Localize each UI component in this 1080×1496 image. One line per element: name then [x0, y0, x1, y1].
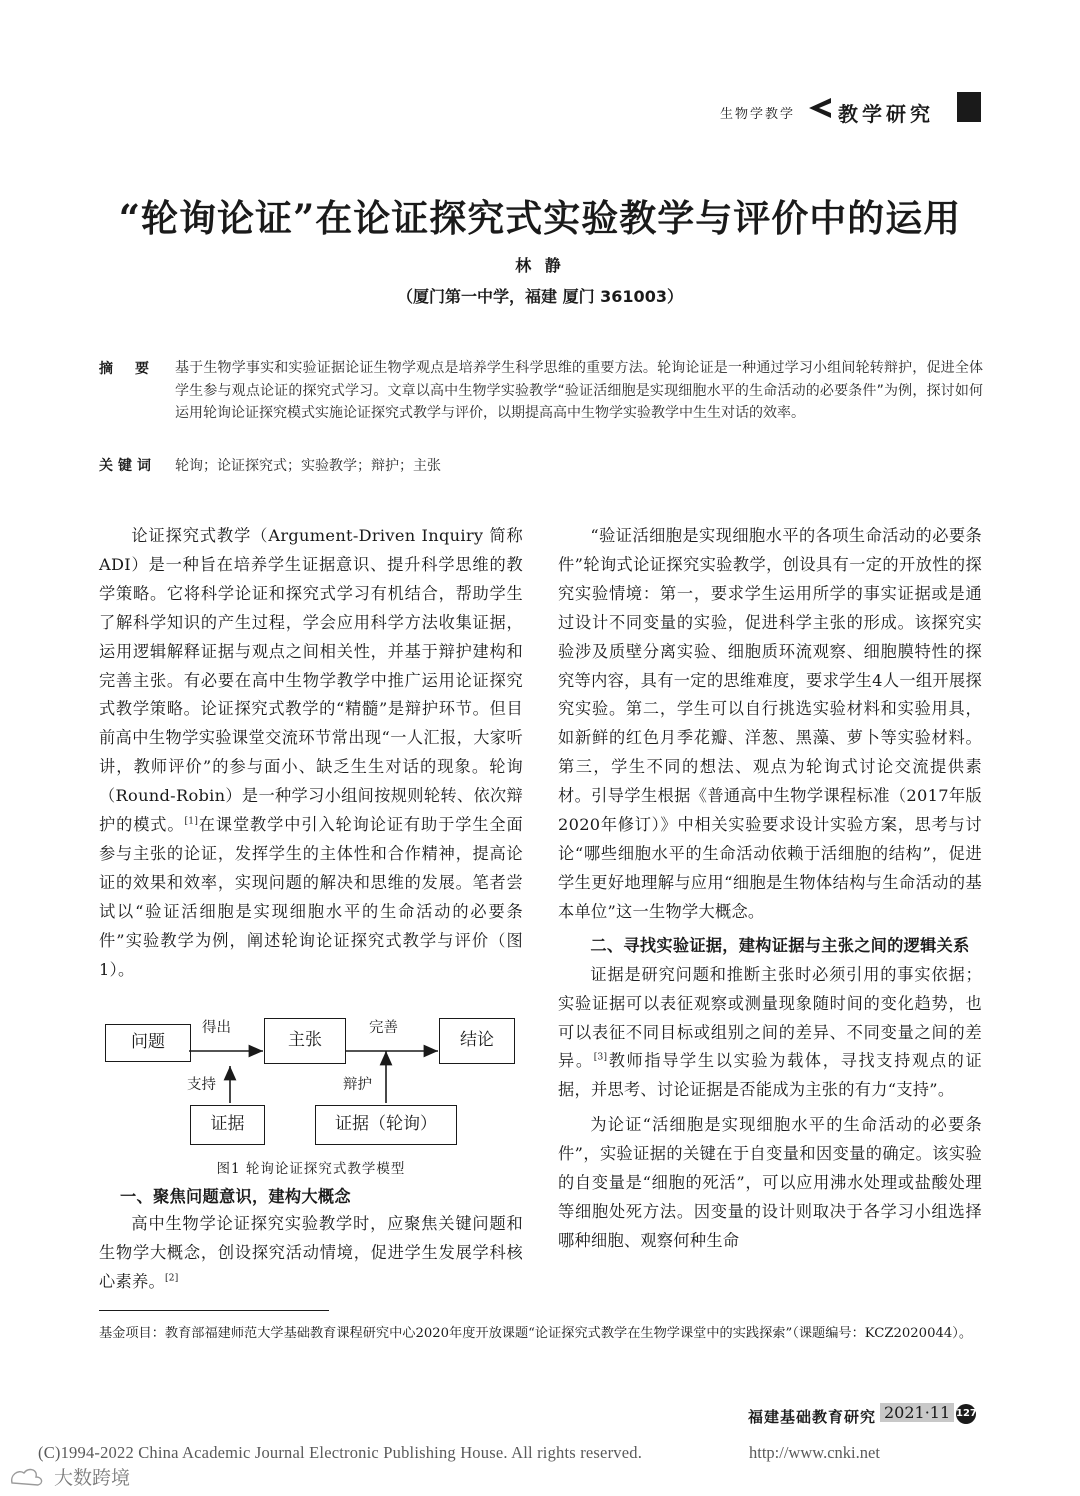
- label-support: 支持: [187, 1077, 216, 1093]
- section-1-heading: 一、聚焦问题意识，建构大概念: [120, 1187, 351, 1206]
- page-number: 127: [956, 1404, 976, 1424]
- keywords-text: 轮询；论证探究式；实验教学；辩护；主张: [175, 458, 441, 474]
- section-1-paragraph: [99, 1210, 523, 1297]
- citation-ref: [1]: [184, 816, 199, 827]
- section-1-body: [99, 1210, 523, 1297]
- article-title: “轮询论证”在论证探究式实验教学与评价中的运用: [118, 196, 962, 240]
- article-author: 林 静: [515, 256, 565, 275]
- figure-1-diagram: [99, 1010, 523, 1150]
- abstract-label: 摘要: [99, 361, 171, 377]
- box-evidence-round-robin: 证据（轮询）: [315, 1105, 457, 1145]
- box-evidence: 证据: [190, 1105, 265, 1145]
- citation-ref: [3]: [593, 1053, 608, 1064]
- watermark-text: 大数跨境: [54, 1467, 131, 1489]
- section-1-text: 高中生物学论证探究实验教学时，应聚焦关键问题和生物学大概念，创设探究活动情境，促进学生发展学科核心素养。: [99, 1214, 523, 1291]
- box-problem: 问题: [105, 1024, 191, 1062]
- abstract-text: 基于生物学事实和实验证据论证生物学观点是培养学生科学思维的重要方法。轮询论证是一种通过学习小组间轮转辩护，促进全体学生参与观点论证的探究式学习。文章以高中生物学实验教学“验证活细胞是实现细胞水平的生命活动的必要条件”为例，探讨如何运用轮询论证探究模式实施论证探究式教学与评价，以期提高高中生物学实验教学中生生对话的效率。: [175, 360, 983, 422]
- box-conclusion: 结论: [439, 1018, 515, 1064]
- intro-text-b: 在课堂教学中引入轮询论证有助于学生全面参与主张的论证，发挥学生的主体性和合作精神，提高论证的效果和效率，实现问题的解决和思维的发展。笔者尝试以“验证活细胞是实现细胞水平的生命活动的必要条件”实验教学为例，阐述轮询论证探究式教学与评价（图1）。: [99, 815, 524, 979]
- right-paragraph-2: [558, 961, 982, 1106]
- watermark-logo-icon: [8, 1465, 52, 1487]
- column-title: 教学研究: [838, 102, 934, 126]
- left-column: [99, 522, 523, 985]
- chevron-left-icon: [805, 96, 833, 120]
- footer-issue: 2021·11: [880, 1403, 954, 1422]
- label-defend: 辩护: [343, 1077, 372, 1093]
- keywords-label: 关键词: [99, 458, 156, 474]
- intro-paragraph: [99, 522, 523, 985]
- right-paragraph-1: “验证活细胞是实现细胞水平的各项生命活动的必要条件”轮询式论证探究实验教学，创设具有一定的开放性的探究实验情境：第一，要求学生运用所学的事实证据或是通过设计不同变量的实验，促进科学主张的形成。该探究实验涉及质壁分离实验、细胞质环流观察、细胞膜特性的探究等内容，具有一定的思维难度，要求学生4人一组开展探究实验。第二，学生可以自行挑选实验材料和实验用具，如新鲜的红色月季花瓣、洋葱、黑藻、萝卜等实验材料。第三，学生不同的想法、观点为轮询式讨论交流提供素材。引导学生根据《普通高中生物学课程标准（2017年版2020年修订）》中相关实验要求设计实验方案，思考与讨论“哪些细胞水平的生命活动依赖于活细胞的结构”，促进学生更好地理解与应用“细胞是生物体结构与生命活动的基本单位”这一生物学大概念。: [558, 526, 982, 921]
- article-affiliation: （厦门第一中学，福建 厦门 361003）: [397, 287, 683, 306]
- footnote-divider: [99, 1310, 329, 1311]
- cnki-link[interactable]: http://www.cnki.net: [749, 1443, 880, 1462]
- citation-ref: [2]: [164, 1273, 179, 1284]
- label-derive: 得出: [202, 1020, 231, 1036]
- funding-footnote: 基金项目：教育部福建师范大学基础教育课程研究中心2020年度开放课题“论证探究式教学在生物学课堂中的实践探索”（课题编号：KCZ2020044）。: [99, 1326, 973, 1341]
- header-block-mark: [957, 92, 981, 122]
- figure-caption: 图1 轮询论证探究式教学模型: [216, 1161, 406, 1177]
- label-improve: 完善: [369, 1020, 398, 1036]
- box-claim: 主张: [264, 1018, 346, 1064]
- right-paragraph-3: 为论证“活细胞是实现细胞水平的生命活动的必要条件”，实验证据的关键在于自变量和因变量的确定。该实验的自变量是“细胞的死活”，可以应用沸水处理或盐酸处理等细胞处死方法。因变量的设计则取决于各学习小组选择哪种细胞、观察何种生命: [558, 1115, 982, 1250]
- right-paragraph-2-text-a: 证据是研究问题和推断主张时必须引用的事实依据；实验证据可以表征观察或测量现象随时间的变化趋势，也可以表征不同目标或组别之间的差异、不同变量之间的差异。: [558, 964, 982, 1071]
- section-2-heading: 二、寻找实验证据，建构证据与主张之间的逻辑关系: [590, 935, 970, 955]
- intro-text-a: 论证探究式教学（Argument-Driven Inquiry 简称ADI）是一种旨在培养学生证据意识、提升科学思维的教学策略。它将科学论证和探究式学习有机结合，帮助学生了解科学知识的产生过程，学会应用科学方法收集证据，运用逻辑解释证据与观点之间相关性，并基于辩护建构和完善主张。有必要在高中生物学教学中推广运用论证探究式教学策略。论证探究式教学的“精髓”是辩护环节。但目前高中生物学实验课堂交流环节常出现“一人汇报，大家听讲，教师评价”的参与面小、缺乏生生对话的现象。轮询（Round-Robin）是一种学习小组间按规则轮转、依次辩护的模式。: [99, 526, 523, 835]
- journal-section-label: 生物学教学: [720, 107, 796, 122]
- footer-journal-name: 福建基础教育研究: [748, 1408, 877, 1426]
- section-1: [99, 1183, 523, 1212]
- copyright-notice: (C)1994-2022 China Academic Journal Electronic Publishing House. All rights reserved.: [38, 1443, 643, 1462]
- right-paragraph-2-text-b: 教师指导学生以实验为载体，寻找支持观点的证据，并思考、讨论证据是否能成为主张的有力“支持”。: [558, 1051, 982, 1100]
- right-column: [558, 522, 982, 1256]
